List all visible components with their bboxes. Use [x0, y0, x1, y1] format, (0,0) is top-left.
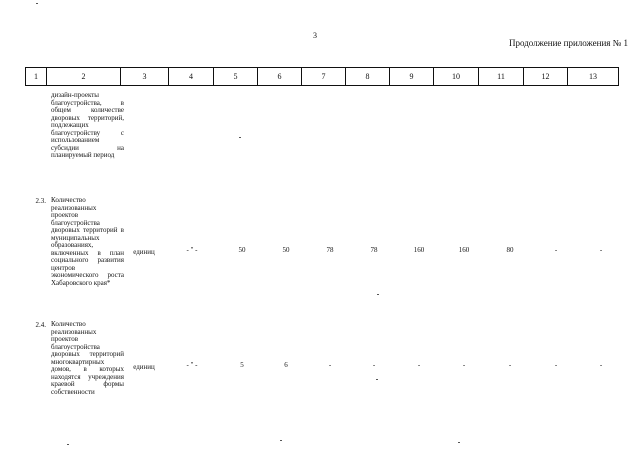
- column-number: 7: [302, 68, 346, 86]
- row-number: 2.4.: [35, 321, 46, 329]
- column-number: 2: [47, 68, 121, 86]
- indicator-name: Количество реализованных проектов благоустройства дворовых территорий многоквартирных домов, в которых находятся учреждения краевой формы собственности: [51, 320, 124, 396]
- column-number: 1: [26, 68, 47, 86]
- value-cell: -: [328, 361, 332, 369]
- scan-speck: [67, 444, 69, 445]
- value-cell: 78: [326, 246, 334, 254]
- value-cell: 6: [284, 361, 288, 369]
- scan-speck: [377, 294, 379, 295]
- table-row: [25, 321, 618, 413]
- value-cell: 50: [282, 246, 290, 254]
- table-row: [25, 92, 618, 187]
- table-header: [25, 67, 619, 86]
- value-cell: 5: [240, 361, 244, 369]
- column-number: 4: [169, 68, 214, 86]
- value-cell: -: [554, 246, 558, 254]
- column-number: 12: [524, 68, 568, 86]
- value-cell: 78: [370, 246, 378, 254]
- value-cell: - " -: [186, 246, 198, 254]
- unit-cell: единиц: [133, 248, 155, 256]
- value-cell: 160: [458, 246, 470, 254]
- column-number: 5: [214, 68, 258, 86]
- value-cell: -: [417, 361, 421, 369]
- continuation-title: Продолжение приложения № 1: [508, 38, 628, 48]
- value-cell: 80: [506, 246, 514, 254]
- value-cell: -: [599, 361, 603, 369]
- value-cell: - " -: [186, 361, 198, 369]
- scan-speck: [458, 442, 460, 443]
- column-number: 9: [390, 68, 434, 86]
- scan-speck: [376, 379, 378, 380]
- indicator-name: Количество реализованных проектов благоустройства дворовых территорий в муниципальных образованиях, включенных в план социального развития центров экономического роста Хабаровского края*: [51, 196, 124, 287]
- column-number: 6: [258, 68, 302, 86]
- indicator-name: дизайн-проекты благоустройства, в общем количестве дворовых территорий, подлежащих благоустройству с использованием субсидии на планируемый период: [51, 91, 124, 159]
- value-cell: -: [372, 361, 376, 369]
- column-number: 11: [479, 68, 524, 86]
- scan-speck: [280, 440, 282, 441]
- value-cell: -: [599, 246, 603, 254]
- value-cell: 160: [413, 246, 425, 254]
- value-cell: -: [508, 361, 512, 369]
- value-cell: -: [462, 361, 466, 369]
- unit-cell: единиц: [133, 363, 155, 371]
- value-cell: -: [554, 361, 558, 369]
- scan-speck: [36, 3, 38, 4]
- table-header-row: [26, 68, 619, 86]
- column-number: 10: [434, 68, 479, 86]
- row-number: 2.3.: [35, 197, 46, 205]
- table-row: [25, 197, 618, 312]
- column-number: 8: [346, 68, 390, 86]
- column-number: 3: [121, 68, 169, 86]
- scan-speck: [239, 137, 241, 138]
- value-cell: 50: [238, 246, 246, 254]
- column-number: 13: [568, 68, 619, 86]
- page-number: 3: [313, 31, 317, 40]
